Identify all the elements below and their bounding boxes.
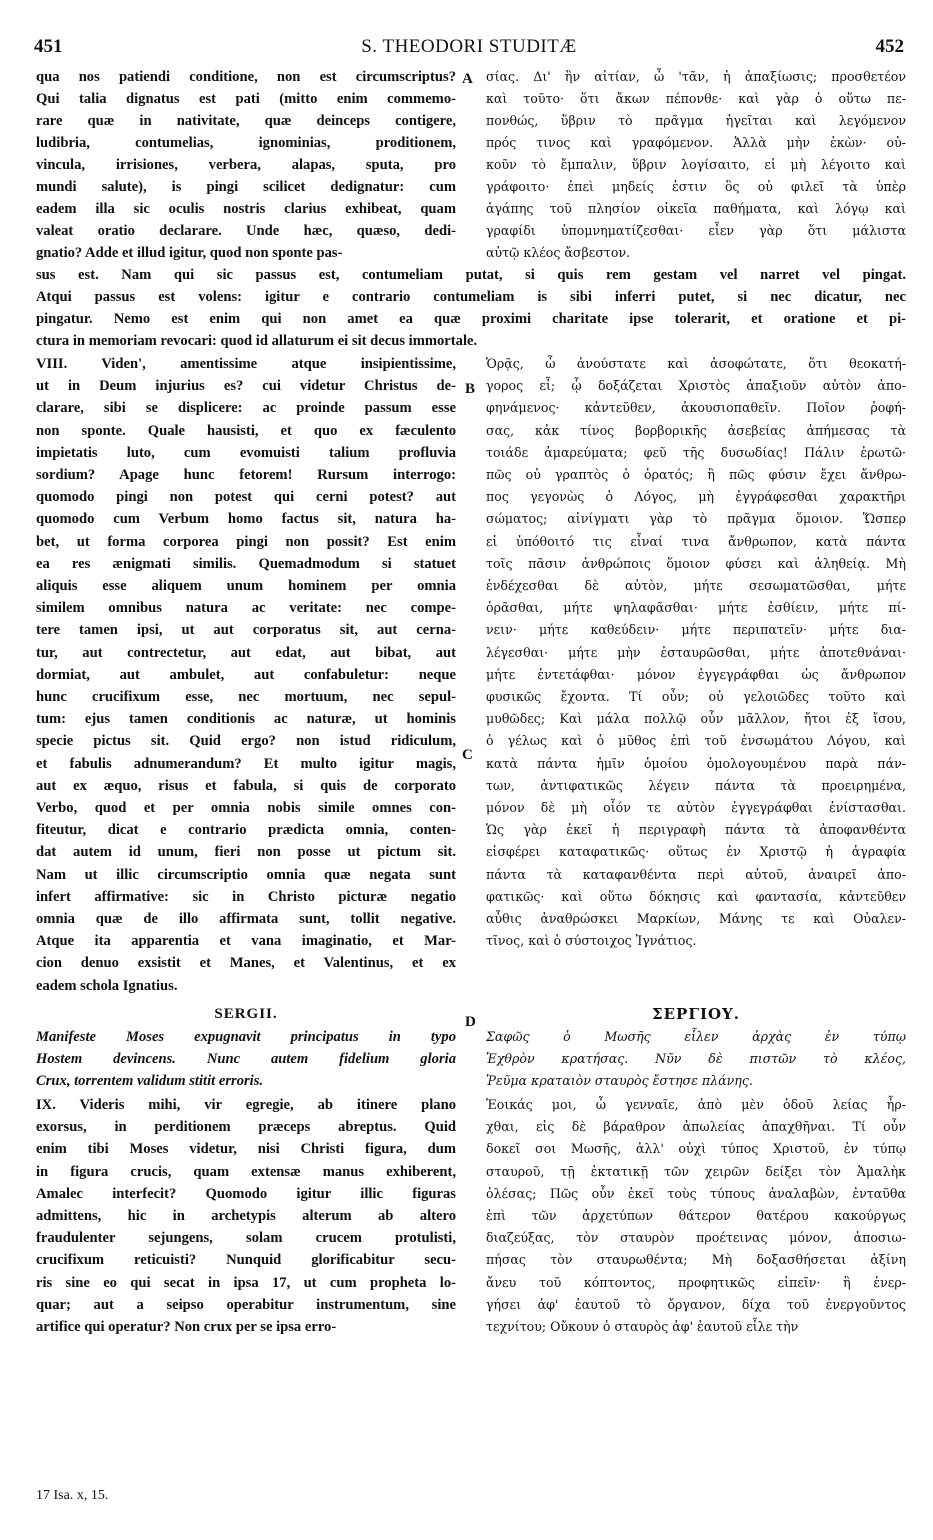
text-line: τεχνίτου; Οὔκουν ὁ σταυρὸς ἀφ' ἑαυτοῦ εἷλε τὴν xyxy=(486,1319,799,1334)
text-line: qua nos patiendi conditione, non est circumscriptus? xyxy=(36,69,456,85)
text-line: Atqui passus est volens: igitur e contrario contumeliam is sibi inferri putet, si nec dicatur, nec xyxy=(36,289,906,305)
page-number-right: 452 xyxy=(875,36,904,57)
text-line: γράφοιτο· ἐπεὶ μηδείς ἐστιν ὃς οὐ φιλεῖ τὰ ὑπὲρ xyxy=(486,179,906,194)
text-line: mundi salute), is pingi scilicet dedignatur: cum xyxy=(36,179,456,195)
text-line: quar; aut a seipso operabitur instrumentum, sine xyxy=(36,1296,456,1313)
text-line: IX. Videris mihi, vir egregie, ab itinere plano xyxy=(36,1097,456,1113)
text-line: aliquis esse aliquem unum hominem per omnia xyxy=(36,578,456,594)
text-line: bet, ut forma corporea pingi non possit? Est enim xyxy=(36,533,456,550)
text-line: non sponte. Quale hausisti, et quo ex fæculento xyxy=(36,422,456,439)
text-line: fiteutur, dicat e contrario prædicta omnia, conten- xyxy=(36,822,456,839)
text-line: ἐπὶ τῶν ἀρχετύπων θάτερον θατέρου κακούργως xyxy=(486,1208,906,1223)
text-line: Ἐχθρὸν κρατήσας. Νῦν δὲ πιστῶν τὸ κλέος, xyxy=(486,1051,906,1066)
text-line: aut ex æquo, risus et fabula, si quis de corporato xyxy=(36,777,456,794)
text-line: quomodo cum Verbum homo factus sit, natura ha- xyxy=(36,511,456,528)
text-line: σας, κἀκ τίνος βορβορικῆς ἀσεβείας ἀπήμεσας τὰ xyxy=(486,422,906,438)
text-line: hunc crucifixum esse, nec mortuum, nec sepul- xyxy=(36,689,456,705)
text-line: γορος εἶ; ᾧ δοξάζεται Χριστὸς ἀπαξιοῦν αὐτὸν ἀπο- xyxy=(486,378,906,394)
text-line: ctura in memoriam revocari: quod id allaturum ei sit decus immortale. xyxy=(36,333,478,349)
text-line: dat autem id unum, fieri non posse ut pictum sit. xyxy=(36,844,456,861)
text-line: των, ἀντιφατικῶς λέγειν πάντα τὰ προειρημένα, xyxy=(486,777,906,793)
text-line: Amalec interfecit? Quomodo igitur illic figuras xyxy=(36,1185,456,1202)
running-title: S. THEODORI STUDITÆ xyxy=(361,36,577,57)
margin-marker-d: D xyxy=(465,1014,476,1030)
text-line: χθαι, εἰς δὲ βάραθρον ἀπωλείας ἀπαχθῆναι. Τί οὖν xyxy=(486,1119,906,1135)
text-line: πῶς οὐ γραπτὸς ὁ ὁρατός; ἢ πῶς φύσιν ἔχει ἄνθρω- xyxy=(486,467,906,482)
text-line: ὁ γέλως καὶ ὁ μῦθος ἐπὶ τοῦ ἐνσωμάτου Λόγου, καὶ xyxy=(486,733,906,749)
text-line: γήσει ἀφ' ἑαυτοῦ τὸ ὄργανον, δίχα τοῦ ἐνεργοῦντος xyxy=(486,1296,906,1312)
text-line: dormiat, aut ambulet, aut confabuletur: neque xyxy=(36,666,456,683)
footnote: 17 Isa. x, 15. xyxy=(36,1488,109,1503)
text-line: καὶ τοῦτο· ὅτι ἄκων πέπονθε· καὶ γὰρ ὁ οὕτω πε- xyxy=(486,91,906,106)
text-line: μυθῶδες; Καὶ μάλα πολλῷ οὖν μᾶλλον, ἤτοι ἐξ ἴσου, xyxy=(486,711,906,727)
text-line: τοῖς πᾶσιν ἀνθρώποις ὅμοιον φύσει καὶ ἀληθείᾳ. Μὴ xyxy=(486,555,906,571)
text-line: πονθώς, ὕβριν τὸ πρᾶγμα ἡγεῖται καὶ λεγόμενον xyxy=(486,113,906,128)
page-number-left: 451 xyxy=(34,36,63,57)
text-line: pingatur. Nemo est enim qui non amet ea quæ proximi charitate ipse tolerarit, et oratione et pi- xyxy=(36,311,906,327)
text-line: Ὁρᾷς, ὦ ἀνούστατε καὶ ἀσοφώτατε, ὅτι θεοκατή- xyxy=(486,356,906,371)
text-line: ris sine eo qui secat in ipsa 17, ut cum propheta lo- xyxy=(36,1274,456,1291)
text-line: crucifixum reticuisti? Nunquid glorificabitur secu- xyxy=(36,1252,456,1269)
text-line: γραφίδι ὑπομνηματίζεσθαι· εἶεν γὰρ ὅτι μάλιστα xyxy=(486,223,906,238)
text-line: ἀγάπης τοῦ πλησίον οἰκεῖα παθήματα, καὶ λόγῳ καὶ xyxy=(486,201,906,216)
text-line: ἐνδέχεσθαι δὲ αὐτὸν, μήτε σεσωματῶσθαι, μήτε xyxy=(486,578,906,593)
text-line: et fabulis adnumerandum? Et multo igitur magis, xyxy=(36,755,456,772)
text-line: Atque ita apparentia et vana imaginatio, et Mar- xyxy=(36,933,456,950)
margin-marker-a: A xyxy=(462,71,473,87)
text-line: artifice qui operatur? Non crux per se ipsa erro- xyxy=(36,1319,337,1335)
text-line: VIII. Viden', amentissime atque insipientissime, xyxy=(36,356,456,372)
text-line: gnatio? Adde et illud igitur, quod non sponte pas- xyxy=(36,245,343,261)
text-line: φατικῶς· καὶ οὕτω δόκησις καὶ φαντασία, κἀντεῦθεν xyxy=(486,888,906,904)
text-line: Manifeste Moses expugnavit principatus in typo xyxy=(36,1029,456,1045)
text-line: σίας. Δι' ἣν αἰτίαν, ὦ 'τᾶν, ἡ ἀπαξίωσις; προσθετέον xyxy=(486,69,906,84)
text-line: enim tibi Moses videtur, nisi Christi figura, dum xyxy=(36,1141,456,1158)
text-line: ut in Deum injurius es? cui videtur Christus de- xyxy=(36,378,456,395)
text-line: quomodo pingi non potest qui cerni potest? aut xyxy=(36,489,456,506)
latin-section-heading: SERGII. xyxy=(214,1006,278,1022)
text-line: Ῥεῦμα κραταιὸν σταυρὸς ἔστησε πλάνης. xyxy=(486,1073,753,1088)
text-line: Σαφῶς ὁ Μωσῆς εἷλεν ἀρχὰς ἐν τύπῳ xyxy=(486,1029,906,1044)
text-line: ea res ænigmati similis. Quemadmodum si statuet xyxy=(36,555,456,572)
text-line: sus est. Nam qui sic passus est, contumeliam putat, si quis rem gestam vel narret vel pingat. xyxy=(36,267,906,283)
text-line: Nam ut illic circumscriptio omnia quæ negata sunt xyxy=(36,866,456,883)
text-line: Ἐοικάς μοι, ὦ γενναῖε, ἀπὸ μὲν ὁδοῦ λείας ἦρ- xyxy=(486,1097,906,1112)
text-line: ἄνευ τοῦ κόπτοντος, προφητικῶς εἰπεῖν· ἢ ἐνερ- xyxy=(486,1274,906,1290)
text-line: eadem illa sic oculis nostris clarius exhibeat, quam xyxy=(36,201,456,217)
text-line: vincula, irrisiones, verbera, alapas, sputa, pro xyxy=(36,157,456,173)
text-line: exorsus, in perditionem præceps abreptus. Quid xyxy=(36,1119,456,1136)
greek-section-heading: ΣΕΡΓΙΟΥ. xyxy=(652,1005,740,1023)
text-line: tere tamen ipsi, ut aut corporatus sit, aut cerna- xyxy=(36,622,456,639)
text-line: sordium? Apage hunc fetorem! Rursum interrogo: xyxy=(36,467,456,483)
text-line: σώματος; αἰνίγματι γὰρ τὸ πρᾶγμα ὅμοιον. Ὥσπερ xyxy=(486,511,906,527)
text-line: μήτε ἐντετάφθαι· μόνον ἐγγεγράφθαι ὡς ἄνθρωπον xyxy=(486,666,906,682)
text-line: δοκεῖ σοι Μωσῆς, ἀλλ' οὐχὶ τύπος Χριστοῦ, ἐν τύπῳ xyxy=(486,1141,906,1157)
text-line: Crux, torrentem validum stitit erroris. xyxy=(36,1073,264,1089)
text-line: πρός τινος καὶ γραφόμενον. Ἀλλὰ μὴν ἑκὼν· οὐ- xyxy=(486,135,906,150)
text-line: similem omnibus natura ac veritate: nec compe- xyxy=(36,600,456,617)
text-line: specie pictus sit. Quid ergo? non istud ridiculum, xyxy=(36,733,456,750)
text-line: Qui talia dignatus est pati (mitto enim commemo- xyxy=(36,91,456,107)
text-line: ὀλέσας; Πῶς οὖν ἐκεῖ τοὺς τύπους ἀναλαβὼν, ἐνταῦθα xyxy=(486,1185,906,1201)
text-line: Ὡς γὰρ ἐκεῖ ἡ περιγραφὴ πάντα τὰ ἀποφανθέντα xyxy=(486,822,906,838)
text-line: tur, aut contrectetur, aut edat, aut bibat, aut xyxy=(36,644,456,661)
text-line: fraudulenter sejungens, solam crucem protulisti, xyxy=(36,1230,456,1247)
text-line: πος γεγονὼς ὁ Λόγος, μὴ ἐγγράφεσθαι χαρακτῆρι xyxy=(486,489,906,505)
text-line: αὖθις ἀναθρώσκει Μαρκίων, Μάνης τε καὶ Οὐαλεν- xyxy=(486,911,906,926)
text-line: αὐτῷ κλέος ἄσβεστον. xyxy=(486,245,631,260)
text-line: ὁρᾶσθαι, μήτε ψηλαφᾶσθαι· μήτε ἐσθίειν, μήτε πί- xyxy=(486,600,906,616)
margin-marker-c: C xyxy=(462,747,473,763)
text-line: πήσας τὸν σταυρωθέντα; Μὴ δοξασθήσεται ἀξίνη xyxy=(486,1252,906,1268)
text-line: valeat oratio declarare. Unde hæc, quæso, dedi- xyxy=(36,223,456,239)
text-line: τῖνος, καὶ ὁ σύστοιχος Ἰγνάτιος. xyxy=(486,933,697,949)
text-line: cion denuo exsistit et Manes, et Valentinus, et ex xyxy=(36,955,456,972)
text-line: πάντα τὰ καταφανθέντα περὶ αὐτοῦ, ἀναιρεῖ ἀπο- xyxy=(486,866,906,882)
text-line: omnia quæ de illo affirmata sunt, tollit negative. xyxy=(36,911,456,927)
text-line: eadem schola Ignatius. xyxy=(36,977,178,994)
text-line: rare quæ in nativitate, quæ deinceps contigere, xyxy=(36,113,456,129)
text-line: φηνάμενος· κἀντεῦθεν, ἀκουσιοπαθεῖν. Ποῖον ῥοφή- xyxy=(486,400,906,416)
text-line: ludibria, contumelias, ignominias, proditionem, xyxy=(36,135,456,151)
text-line: μόνον δὲ μὴ οἷόν τε αὐτὸν ἐγγεγράφθαι ἐνίστασθαι. xyxy=(486,800,906,815)
text-line: λέγεσθαι· μήτε μὴν ἐσταυρῶσθαι, μήτε ἀποτεθνάναι· xyxy=(486,644,906,660)
text-line: infert affirmative: sic in Christo picturæ negatio xyxy=(36,888,456,905)
text-line: impietatis luto, cum evomuisti talium profluvia xyxy=(36,444,456,461)
text-line: Hostem devincens. Nunc autem fidelium gloria xyxy=(36,1051,456,1067)
text-line: εἰσφέρει καταφατικῶς· οὕτως ἐν Χριστῷ ἡ ἀγραφία xyxy=(486,844,906,860)
text-line: admittens, hic in archetypis alterum ab altero xyxy=(36,1208,456,1224)
text-line: clarare, sibi se displicere: ac proinde passum esse xyxy=(36,400,456,417)
margin-marker-b: B xyxy=(465,381,476,397)
text-line: Verbo, quod et per omnia nobis simile omnes con- xyxy=(36,800,456,816)
text-line: φυσικῶς ἔχοντα. Τί οὖν; οὐ γελοιῶδες τοῦτο καὶ xyxy=(486,689,906,704)
text-line: εἰ ὑπόθοιτό τις εἶναί τινα ἄνθρωπον, κατὰ πάντα xyxy=(486,533,906,549)
text-line: διαζεύξας, τὸν σταυρὸν προέτεινας μόνον, ἀποσιω- xyxy=(486,1230,906,1246)
text-line: σταυροῦ, τῇ ἐκτατικῇ τῶν χειρῶν δείξει τὸν Ἀμαλὴκ xyxy=(486,1163,906,1179)
text-line: in figura crucis, quam extensæ manus exhiberent, xyxy=(36,1163,456,1180)
text-line: κοῦν τὸ ἔμπαλιν, ὕβριν λογίσαιτο, εἰ μὴ λέγοιτο καὶ xyxy=(486,157,906,172)
page-header xyxy=(34,36,904,62)
text-line: tum: ejus tamen conditionis ac naturæ, ut hominis xyxy=(36,711,456,728)
text-line: νειν· μήτε καθεύδειν· μήτε περιπατεῖν· μήτε δια- xyxy=(486,622,906,638)
text-line: κατὰ πάντα ἡμῖν ὁμοίου ὁμολογουμένου παρὰ πάν- xyxy=(486,755,906,771)
text-line: τοιάδε ἀμαρεύματα; φεῦ τῆς δυσωδίας! Πάλιν ἐρωτῶ· xyxy=(486,444,906,460)
